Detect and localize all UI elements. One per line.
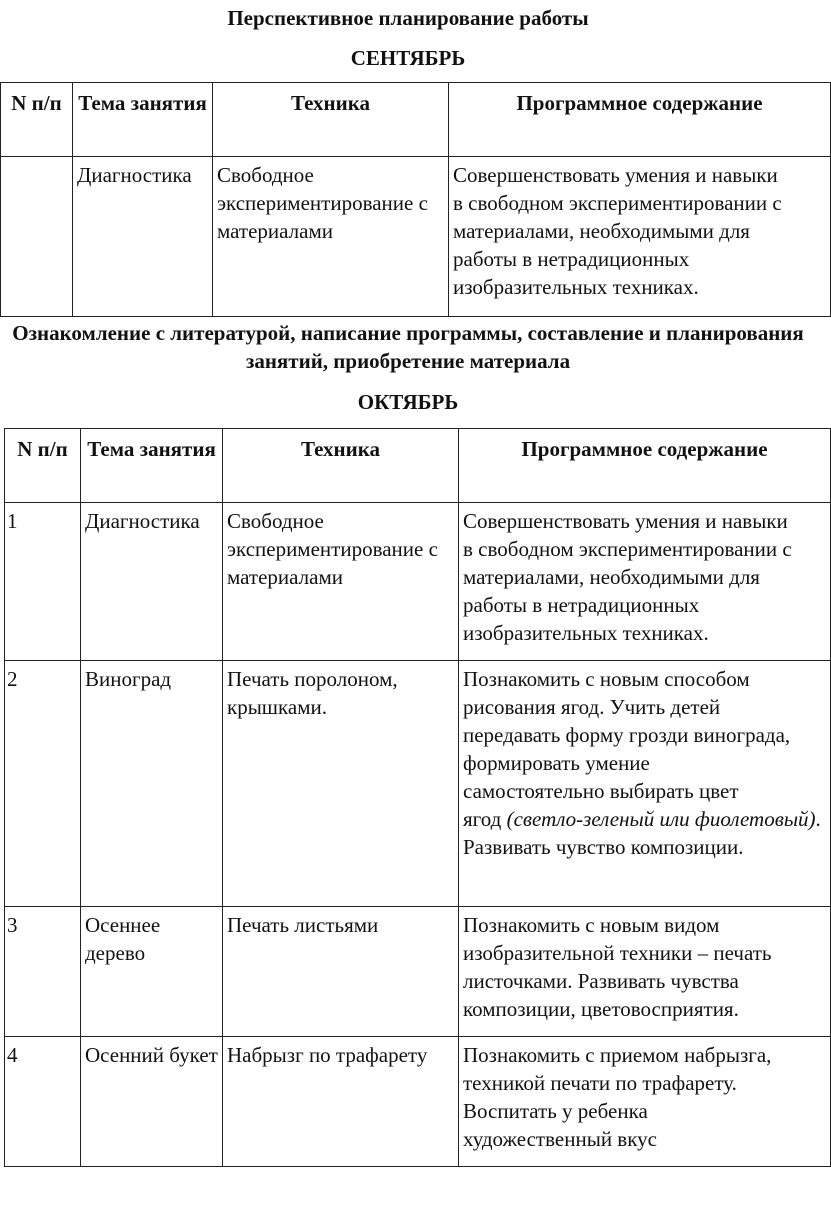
header-content: Программное содержание [459, 429, 831, 503]
header-topic: Тема занятия [81, 429, 223, 503]
row-technique: Свободное экспериментирование с материалами [213, 157, 449, 317]
content-line: Воспитать у ребенка [463, 1099, 648, 1123]
row-num: 4 [5, 1037, 81, 1167]
row-topic: Диагностика [73, 157, 213, 317]
header-num: N п/п [1, 83, 73, 157]
row-technique: Набрызг по трафарету [223, 1037, 459, 1167]
content-line: самостоятельно выбирать цвет [463, 779, 739, 803]
content-line: листочками. Развивать чувства [463, 969, 739, 993]
row-technique: Печать листьями [223, 907, 459, 1037]
row-content [449, 157, 831, 317]
month-heading-september: СЕНТЯБРЬ [350, 46, 466, 70]
content-line: Совершенствовать умения и навыки [453, 163, 778, 187]
content-line: изобразительных техниках. [453, 275, 699, 299]
content-line: художественный вкус [463, 1127, 657, 1151]
header-content: Программное содержание [449, 83, 831, 157]
row-content [459, 1037, 831, 1167]
content-line: Познакомить с новым видом [463, 913, 720, 937]
table-row [1, 157, 831, 317]
header-topic: Тема занятия [73, 83, 213, 157]
september-table [0, 82, 831, 317]
content-line: в свободном экспериментировании с [463, 537, 792, 561]
content-tail [463, 805, 826, 861]
content-line: работы в нетрадиционных [453, 247, 690, 271]
content-tail-prefix: ягод [463, 807, 507, 831]
table-row [5, 661, 831, 907]
row-content [459, 661, 831, 907]
row-topic: Осенний букет [81, 1037, 223, 1167]
content-tail-suffix: . Развивать чувство композиции. [463, 807, 821, 859]
header-technique: Техника [213, 83, 449, 157]
content-line: материалами, необходимыми для [453, 219, 750, 243]
october-table [4, 428, 831, 1167]
content-line: передавать форму грозди винограда, [463, 723, 791, 747]
content-line: изобразительной техники – печать [463, 941, 772, 965]
table-row [5, 1037, 831, 1167]
content-line: изобразительных техниках. [463, 621, 709, 645]
content-line: Совершенствовать умения и навыки [463, 509, 788, 533]
row-num: 1 [5, 503, 81, 661]
row-technique: Печать поролоном, крышками. [223, 661, 459, 907]
header-technique: Техника [223, 429, 459, 503]
month-heading-october: ОКТЯБРЬ [357, 390, 459, 414]
content-line: в свободном экспериментировании с [453, 191, 782, 215]
content-tail-italic: (светло-зеленый или фиолетовый) [506, 807, 816, 831]
row-technique: Свободное экспериментирование с материалами [223, 503, 459, 661]
table-row [5, 907, 831, 1037]
row-content [459, 907, 831, 1037]
content-line: формировать умение [463, 751, 650, 775]
preparation-note: Ознакомление с литературой, написание программы, составление и планирования занятий, приобретение материала [12, 321, 804, 373]
row-num: 3 [5, 907, 81, 1037]
content-line: Познакомить с приемом набрызга, [463, 1043, 772, 1067]
page-title: Перспективное планирование работы [227, 6, 589, 30]
row-num: 2 [5, 661, 81, 907]
row-topic: Диагностика [81, 503, 223, 661]
content-line: рисования ягод. Учить детей [463, 695, 721, 719]
table-row [5, 503, 831, 661]
content-line: материалами, необходимыми для [463, 565, 760, 589]
content-line: Познакомить с новым способом [463, 667, 750, 691]
row-topic: Осеннее дерево [81, 907, 223, 1037]
row-topic: Виноград [81, 661, 223, 907]
row-content [459, 503, 831, 661]
content-line: композиции, цветовосприятия. [463, 997, 739, 1021]
row-num [1, 157, 73, 317]
table-header-row [1, 83, 831, 157]
header-num: N п/п [5, 429, 81, 503]
table-header-row [5, 429, 831, 503]
content-line: работы в нетрадиционных [463, 593, 700, 617]
content-line: техникой печати по трафарету. [463, 1071, 737, 1095]
